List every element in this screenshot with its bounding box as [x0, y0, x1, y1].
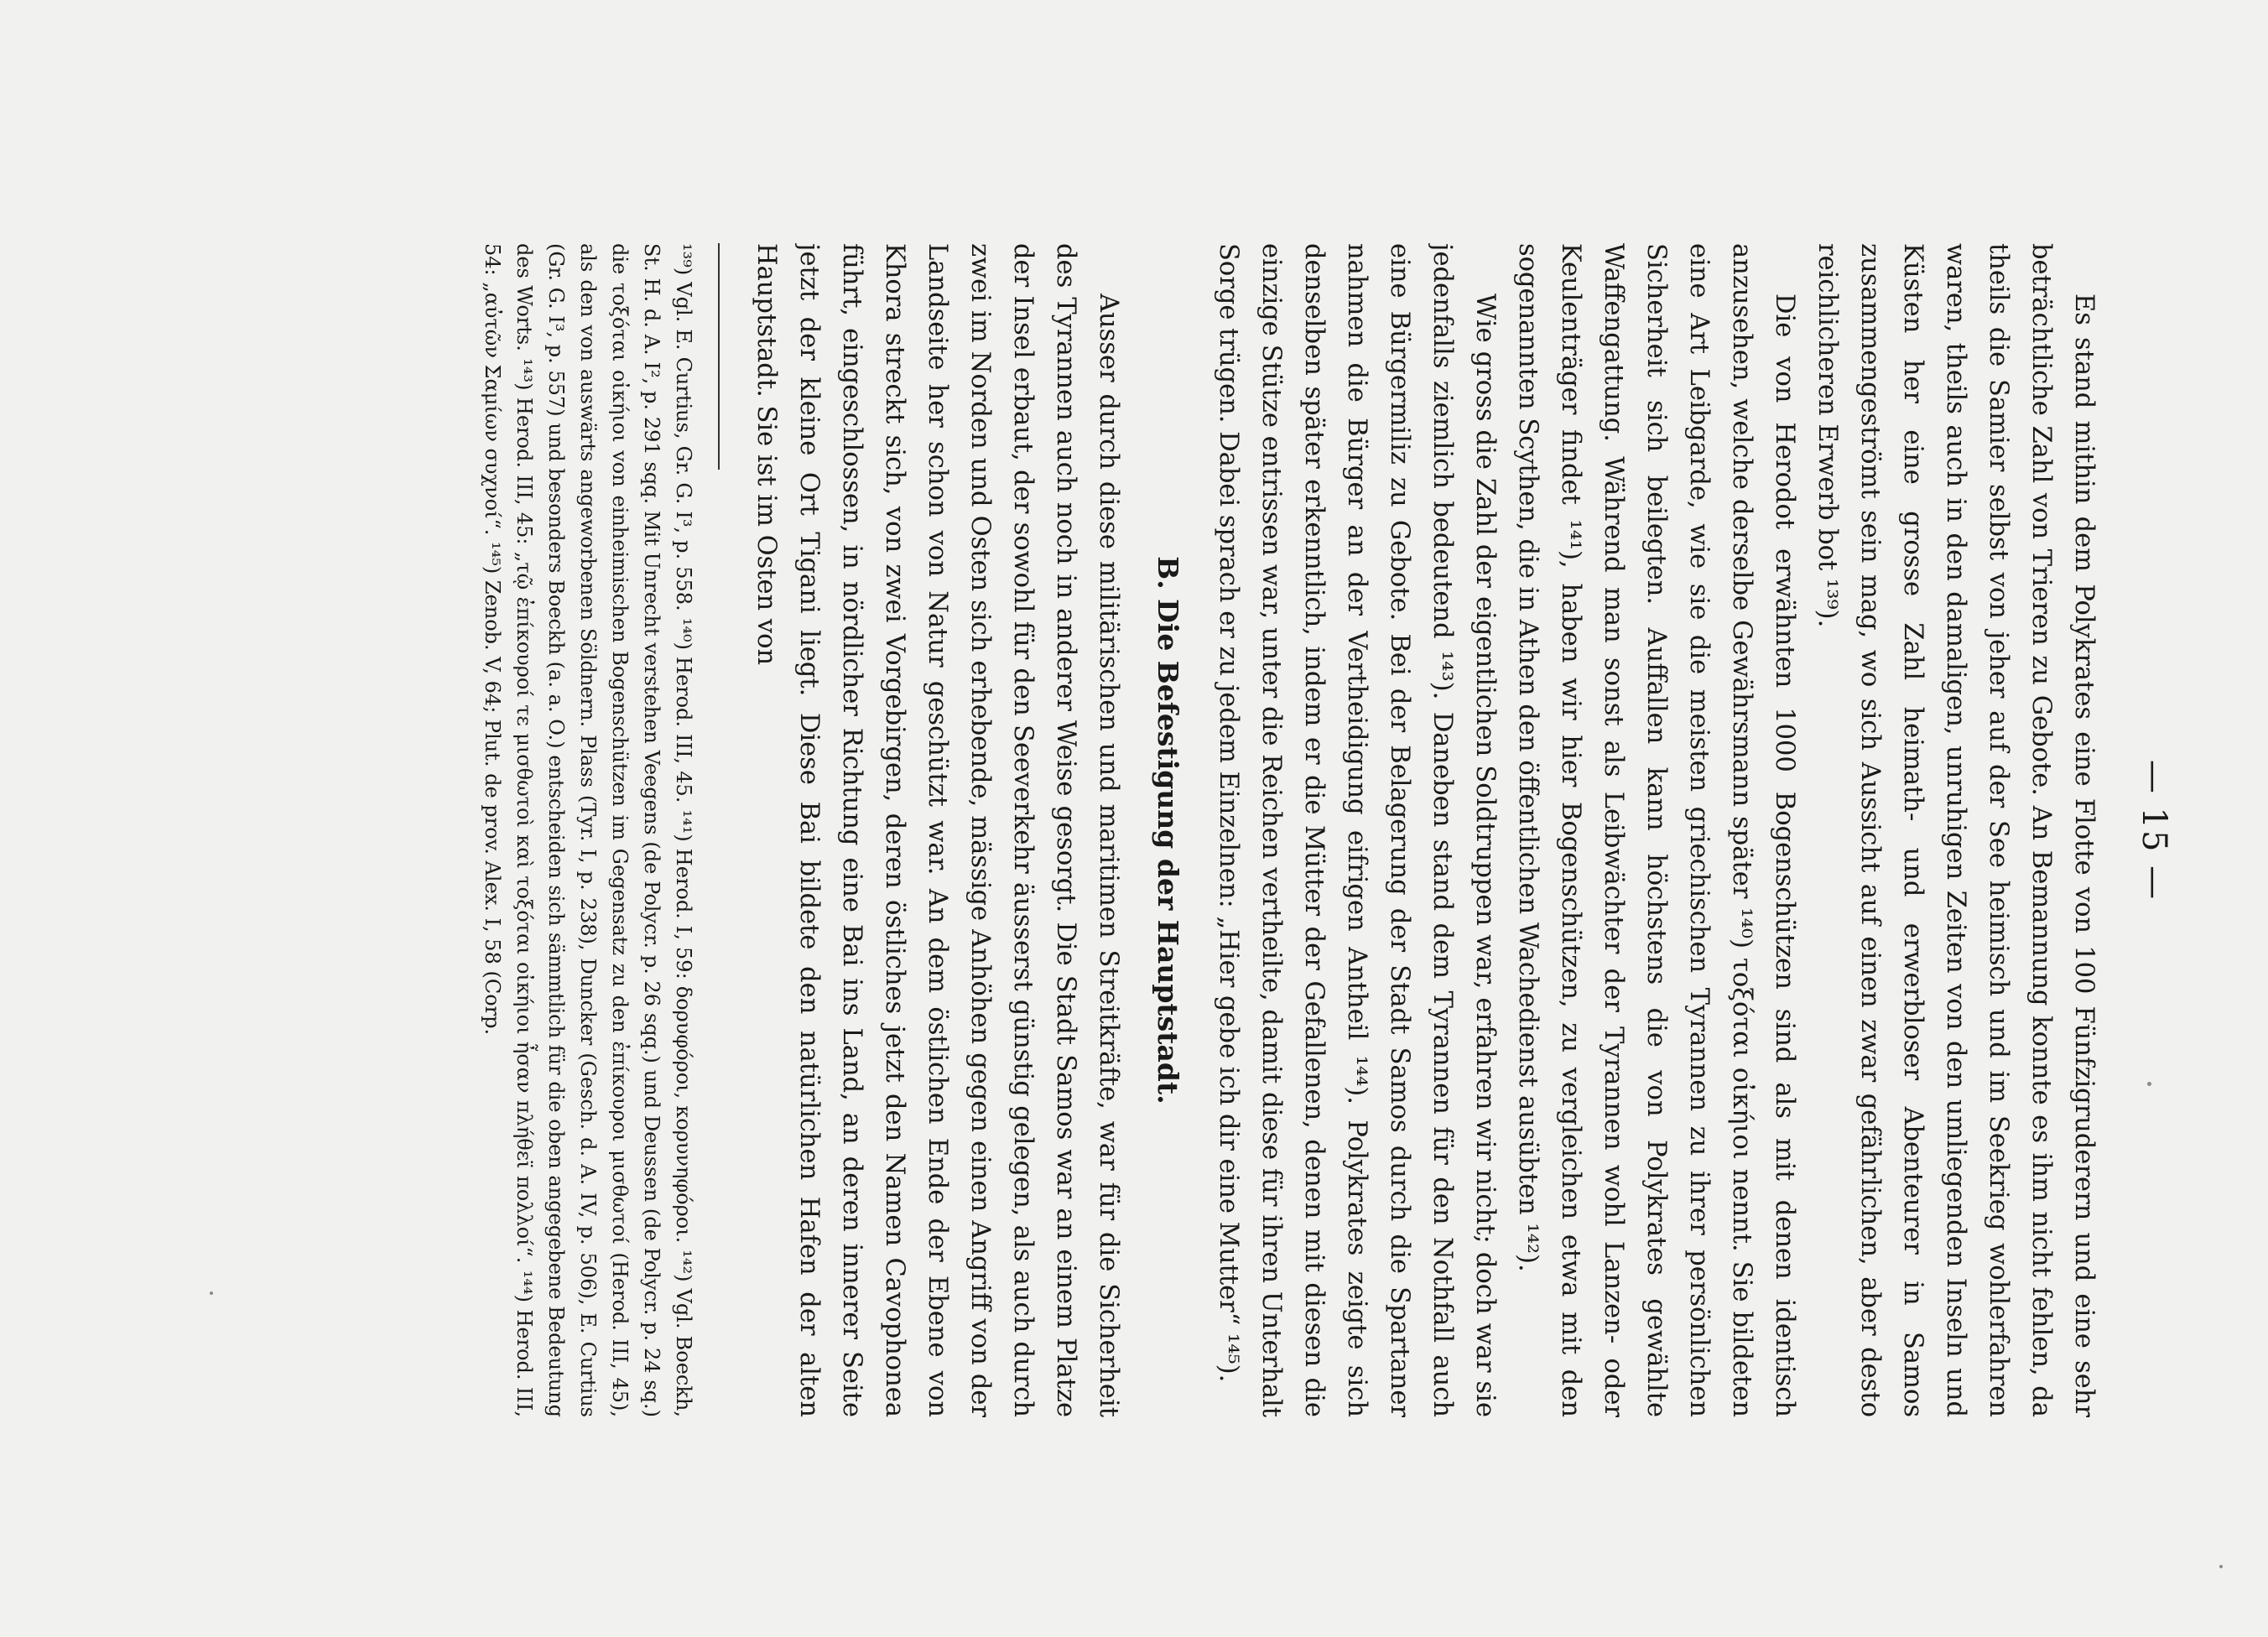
scan-speck — [2219, 1565, 2223, 1568]
section-heading: B. Die Befestigung der Hauptstadt. — [1152, 556, 1184, 1104]
footnote-divider — [718, 243, 720, 470]
page-number: — 15 — — [2135, 759, 2173, 902]
scan-speck — [210, 1291, 213, 1295]
paragraph-troops: Wie gross die Zahl der eigentlichen Soldtruppen war, erfahren wir nicht; doch war sie jedenfalls ziemlich bedeutend ¹⁴³). Daneben stand dem Tyrannen für den Nothfall auch eine Bürgermiliz zu Gebote. Bei der Belagerung der Stadt Samos durch die Spartaner nahmen die Bürger an der Vertheidigung eifrigen Antheil ¹⁴⁴). Polykrates zeigte sich denselben später erkenntlich, indem er die Mütter der Gefallenen, denen mit diesen die einzige Stütze entrissen war, unter die Reichen vertheilte, damit diese für ihren Unterhalt Sorge trügen. Dabei sprach er zu jedem Einzelnen: „Hier gebe ich dir eine Mutter“ ¹⁴⁵). — [1214, 243, 1500, 1417]
page-content — [112, 243, 2184, 1417]
paragraph-archers: Die von Herodot erwähnten 1000 Bogenschützen sind als mit denen identisch anzusehen, welche derselbe Gewährsmann später ¹⁴⁰) τοξόται οἰκήιοι nennt. Sie bildeten eine Art Leibgarde, wie sie die meisten griechischen Tyrannen zu ihrer persönlichen Sicherheit sich beilegten. Auffallen kann höchstens die von Polykrates gewählte Waffengattung. Während man sonst als Leibwächter der Tyrannen wohl Lanzen- oder Keulenträger findet ¹⁴¹), haben wir hier Bogenschützen, zu vergleichen etwa mit den sogenannten Scythen, die in Athen den öffentlichen Wachedienst ausübten ¹⁴²). — [1513, 243, 1799, 1417]
footnotes: ¹³⁹) Vgl. E. Curtius, Gr. G. I³, p. 558. ¹⁴⁰) Herod. III, 45. ¹⁴¹) Herod. I, 59: δορυφόροι, κορυνηφόροι. ¹⁴²) Vgl. Boeckh, St. H. d. A. I², p. 291 sqq. Mit Unrecht verstehen Veegens (de Polycr. p. 26 sqq.) und Deussen (de Polycr. p. 24 sq.) die τοξόται οἰκήιοι von einheimischen Bogenschützen im Gegensatz zu den ἐπίκουροι μισθωτοί (Herod. III, 45), als den von auswärts angeworbenen Söldnern. Plass (Tyr. I, p. 238), Duncker (Gesch. d. A. IV, p. 506), E. Curtius (Gr. G. I³, p. 557) und besonders Boeckh (a. a. O.) entscheiden sich sämmtlich für die oben angegebene Bedeutung des Worts. ¹⁴³) Herod. III, 45: „τῷ ἐπίκουροί τε μισθωτοὶ καὶ τοξόται οἰκήιοι ἦσαν πλήθεϊ πολλοί“. ¹⁴⁴) Herod. III, 54: „αὐτῶν Σαμίων συχνοί“. ¹⁴⁵) Zenob. V, 64; Plut. de prov. Alex. I, 58 (Corp. — [481, 243, 695, 1417]
scan-speck — [2147, 1082, 2151, 1086]
paragraph-city-defense: Ausser durch diese militärischen und maritimen Streitkräfte, war für die Sicherheit des Tyrannen auch noch in anderer Weise gesorgt. Die Stadt Samos war an einem Platze der Insel erbaut, der sowohl für den Seeverkehr äusserst günstig gelegen, als auch durch zwei im Norden und Osten sich erhebende, mässige Anhöhen gegen einen Angriff von der Landseite her schon von Natur geschützt war. An dem östlichen Ende der Ebene von Khora streckt sich, von zwei Vorgebirgen, deren östliches jetzt den Namen Cavophonea führt, eingeschlossen, in nördlicher Richtung eine Bai ins Land, an deren innerer Seite jetzt der kleine Ort Tigani liegt. Diese Bai bildete den natürlichen Hafen der alten Hauptstadt. Sie ist im Osten von — [752, 243, 1123, 1417]
paragraph-fleet: Es stand mithin dem Polykrates eine Flotte von 100 Fünfzigruderern und eine sehr beträchtliche Zahl von Trieren zu Gebote. An Bemannung konnte es ihm nicht fehlen, da theils die Samier selbst von jeher auf der See heimisch und im Seekrieg wohlerfahren waren, theils auch in den damaligen, unruhigen Zeiten von den umliegenden Inseln und Küsten her eine grosse Zahl heimath- und erwerbloser Abenteurer in Samos zusammengeströmt sein mag, wo sich Aussicht auf einen zwar gefährlichen, aber desto reichlicheren Erwerb bot ¹³⁹). — [1813, 243, 2099, 1417]
